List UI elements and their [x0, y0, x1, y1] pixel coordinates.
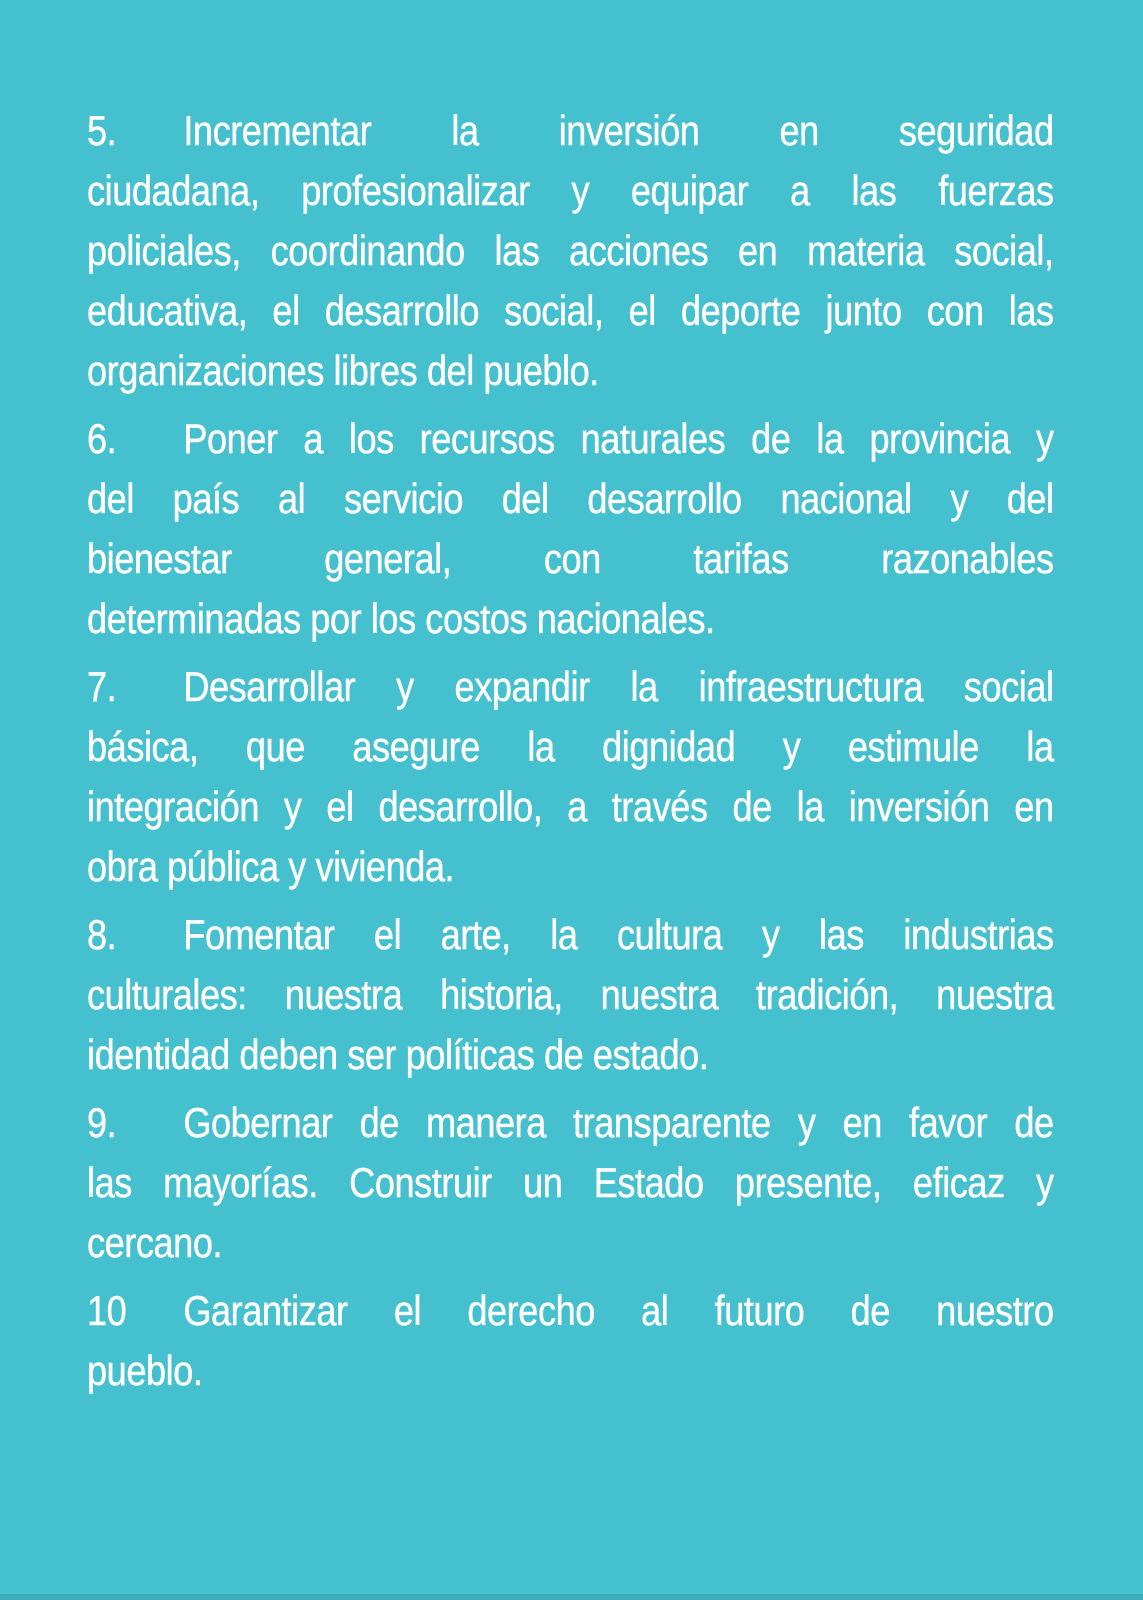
text-line: policiales, coordinando las acciones en materia social,	[87, 227, 1054, 274]
text-line: organizaciones libres del pueblo.	[87, 347, 599, 394]
text-line: cercano.	[87, 1219, 223, 1266]
text-line	[87, 1093, 1054, 1153]
item-text: Desarrollar y expandir la infraestructura social	[183, 663, 1054, 710]
text-line: ciudadana, profesionalizar y equipar a las fuerzas	[87, 167, 1054, 214]
item-number: 8.	[87, 911, 117, 958]
text-line: identidad deben ser políticas de estado.	[87, 1031, 709, 1078]
item-number: 6.	[87, 415, 117, 462]
text-line: básica, que asegure la dignidad y estimule la	[87, 723, 1054, 770]
text-line: pueblo.	[87, 1347, 203, 1394]
text-line: del país al servicio del desarrollo nacional y del	[87, 475, 1054, 522]
list-item	[87, 101, 1054, 401]
text-line: las mayorías. Construir un Estado presente, eficaz y	[87, 1159, 1054, 1206]
list-item	[87, 1281, 1054, 1401]
item-number: 5.	[87, 107, 117, 154]
text-line: integración y el desarrollo, a través de la inversión en	[87, 783, 1054, 830]
text-line: educativa, el desarrollo social, el deporte junto con las	[87, 287, 1054, 334]
item-text: Fomentar el arte, la cultura y las industrias	[183, 911, 1054, 958]
text-line: obra pública y vivienda.	[87, 843, 455, 890]
text-line: determinadas por los costos nacionales.	[87, 595, 715, 642]
text-line	[87, 409, 1054, 469]
text-line: bienestar general, con tarifas razonables	[87, 535, 1054, 582]
page-bottom-edge	[0, 1594, 1143, 1600]
text-line	[87, 905, 1054, 965]
text-line	[87, 1281, 1054, 1341]
item-number: 9.	[87, 1099, 117, 1146]
item-text: Poner a los recursos naturales de la provincia y	[183, 415, 1054, 462]
item-number: 10	[87, 1287, 127, 1334]
text-line: culturales: nuestra historia, nuestra tradición, nuestra	[87, 971, 1054, 1018]
item-text: Incrementar la inversión en seguridad	[183, 107, 1054, 154]
numbered-list	[87, 101, 1054, 1401]
item-text: Garantizar el derecho al futuro de nuestro	[183, 1287, 1054, 1334]
list-item	[87, 905, 1054, 1085]
item-number: 7.	[87, 663, 117, 710]
list-item	[87, 409, 1054, 649]
text-line	[87, 657, 1054, 717]
text-line	[87, 101, 1054, 161]
list-item	[87, 1093, 1054, 1273]
item-text: Gobernar de manera transparente y en favor de	[183, 1099, 1054, 1146]
list-item	[87, 657, 1054, 897]
